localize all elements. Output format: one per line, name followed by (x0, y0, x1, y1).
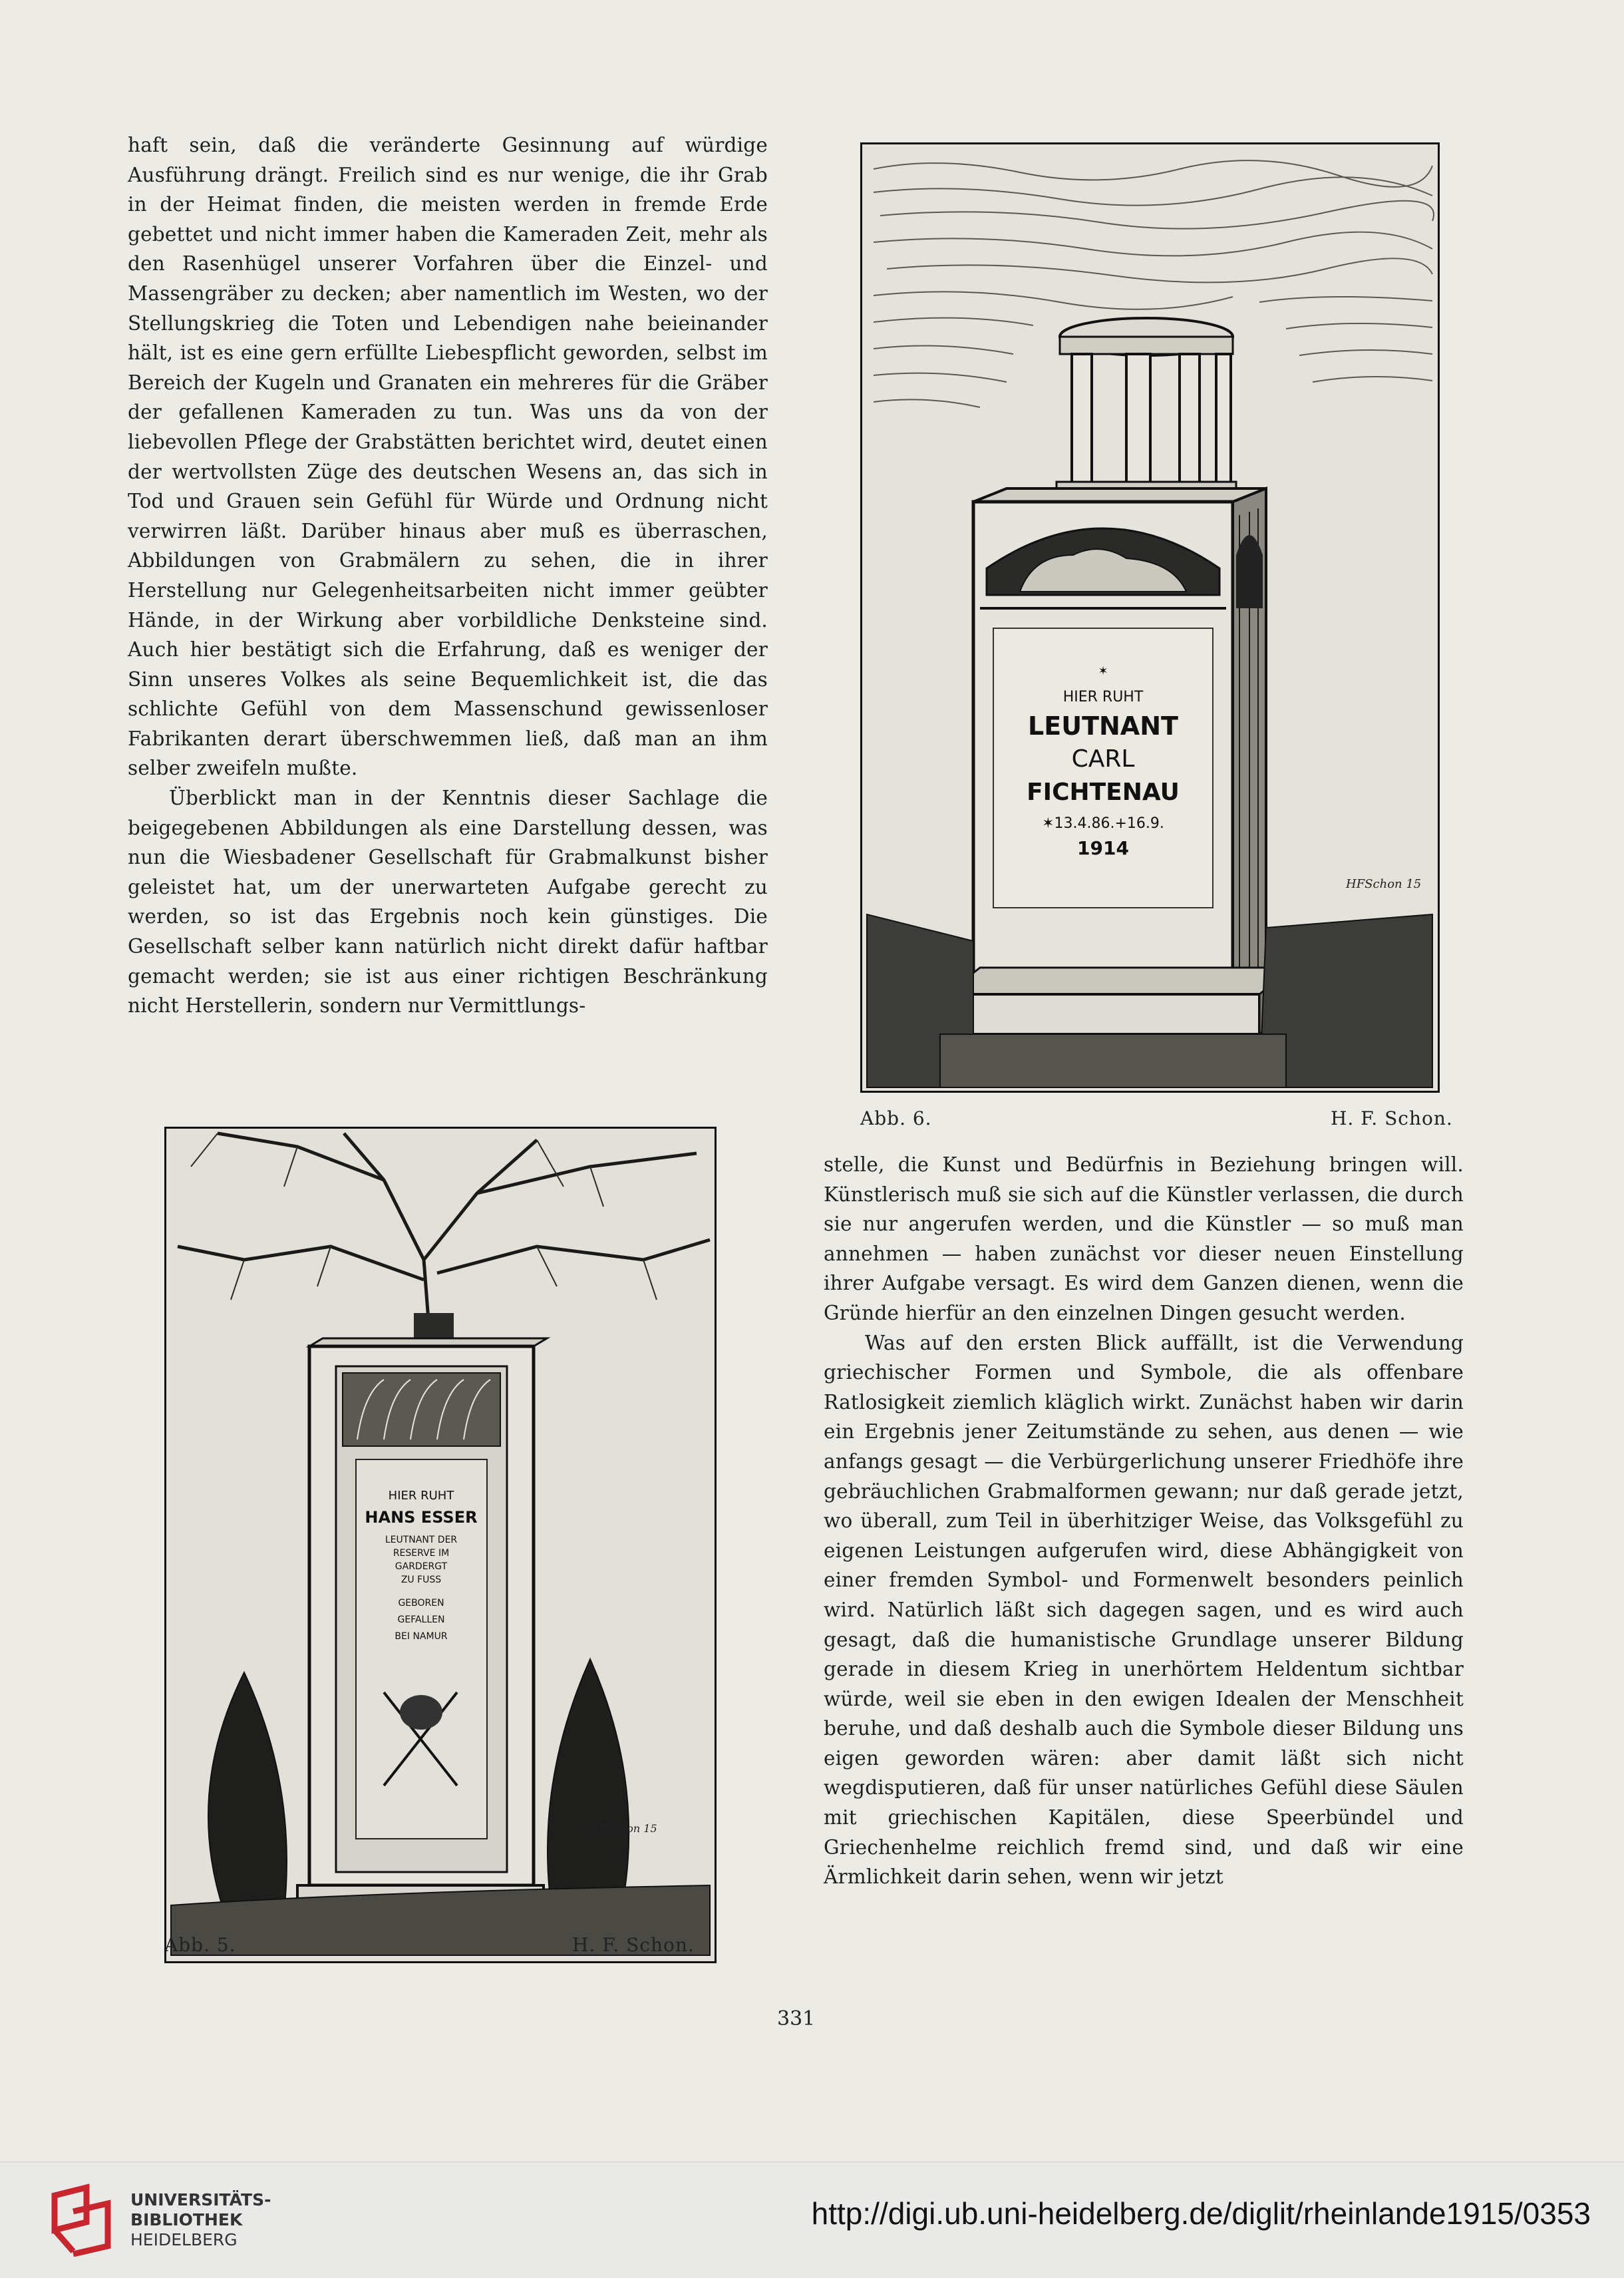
inscription-line: HIER RUHT (1062, 689, 1144, 705)
artist-signature: HFSchon 15 (590, 1822, 657, 1835)
paragraph: haft sein, daß die veränderte Gesinnung auf würdige Ausführung drängt. Freilich sind es nur wenige, die ihr Grab in der Heimat finden, die meisten werden in fremde Erde gebettet und nicht immer haben die Kameraden Zeit, mehr als den Rasenhügel unserer Vorfahren über die Einzel- und Massengräber zu decken; aber namentlich im Westen, wo der Stellungskrieg die Toten und Lebendigen nahe beieinander hält, ist es eine gern erfüllte Liebespflicht geworden, selbst im Bereich der Kugeln und Granaten ein mehreres für die Gräber der gefallenen Kameraden zu tun. Was uns da von der liebevollen Pflege der Grabstätten berichtet wird, deutet einen der wertvollsten Züge des deutschen Wesens an, das sich in Tod und Grauen sein Gefühl für Würde und Ordnung nicht verwirren läßt. Darüber hinaus aber muß es überraschen, Abbildungen von Grabmälern zu sehen, die in ihrer Herstellung nur Gelegenheitsarbeiten nicht immer geübter Hände, in der Wirkung aber vorbildliche Denksteine sind. Auch hier bestätigt sich die Erfahrung, daß es weniger der Sinn unseres Volkes als seine Bequemlichkeit ist, die das schlichte Gefühl von dem Massenschund gewissenloser Fabrikanten derart überschwemmen ließ, daß man an ihm selber zweifeln mußte. (128, 134, 768, 780)
paragraph: stelle, die Kunst und Bedürfnis in Beziehung bringen will. Künstlerisch muß sie sich auf die Künstler verlassen, die durch sie nur angerufen werden, und die Künstler — so muß man annehmen — haben zunächst vor dieser neuen Einstellung ihrer Aufgabe versagt. Es wird dem Ganzen dienen, wenn die Gründe hierfür an den einzelnen Dingen gesucht werden. (824, 1153, 1464, 1324)
gravestone-esser-drawing (164, 1127, 717, 1963)
figure-caption-label: Abb. 5. (164, 1934, 236, 1956)
paragraph: Überblickt man in der Kenntnis dieser Sachlage die beigegebenen Abbildungen als eine Darstellung dessen, was nun die Wiesbadener Gesellschaft für Grabmalkunst bisher geleistet hat, um der unerwarteten Aufgabe gerecht zu werden, so ist das Ergebnis noch kein günstiges. Die Gesellschaft selber kann natürlich nicht direkt dafür haftbar gemacht werden; sie ist aus einer richtigen Beschränkung nicht Herstellerin, sondern nur Vermittlungs- (128, 787, 768, 1018)
gravestone-fichtenau-drawing (860, 142, 1440, 1093)
logo-line: BIBLIOTHEK (130, 2210, 243, 2229)
inscription-line: CARL (1071, 745, 1135, 773)
inscription-line: ZU FUSS (401, 1575, 442, 1585)
right-text-column (824, 1150, 1464, 1892)
figure-caption-label: Abb. 6. (860, 1107, 932, 1129)
inscription-line: RESERVE IM (393, 1548, 450, 1559)
paragraph: Was auf den ersten Blick auffällt, ist die Verwendung griechischer Formen und Symbole, die als offenbare Ratlosigkeit ziemlich kläglich wirkt. Zunächst haben wir darin ein Ergebnis jener Zeitumstände zu sehen, aus denen — wie anfangs gesagt — die Verbürgerlichung unserer Friedhöfe ihre gebräuchlichen Grabmalformen gewann; nur daß gerade jetzt, wo überall, zum Teil in überhitziger Weise, das Volksgefühl zu eigenen Leistungen aufgerufen wird, diese Abhängigkeit von einer fremden Symbol- und Formenwelt besonders peinlich wird. Natürlich läßt sich dagegen sagen, und es wird auch gesagt, daß die humanistische Grundlage unserer Bildung gerade in diesem Krieg in unerhörtem Heldentum sichtbar würde, weil sie eben in den ewigen Idealen der Menschheit beruhe, und daß deshalb auch die Symbole dieser Bildung uns eigen geworden wären: aber damit läßt sich nicht wegdisputieren, daß für unser natürliches Gefühl diese Säulen mit griechischen Kapitälen, diese Speerbündel und Griechenhelme reichlich fremd sind, und daß wir eine Ärmlichkeit darin sehen, wenn wir jetzt (824, 1331, 1464, 1889)
permalink-url[interactable]: http://digi.ub.uni-heidelberg.de/diglit/rheinlande1915/0353 (811, 2196, 1591, 2231)
university-library-logo-icon[interactable] (47, 2182, 120, 2257)
inscription-line: GEFALLEN (397, 1614, 445, 1625)
left-text-column (128, 130, 768, 1021)
university-library-name[interactable] (130, 2190, 271, 2250)
inscription-line: LEUTNANT (1028, 711, 1178, 741)
inscription-line: GEBOREN (398, 1598, 444, 1609)
inscription-line: LEUTNANT DER (385, 1535, 458, 1545)
inscription-line: HANS ESSER (365, 1508, 478, 1527)
inscription-line: FICHTENAU (1027, 779, 1180, 806)
inscription-line: GARDERGT (395, 1561, 448, 1572)
logo-line: UNIVERSITÄTS- (130, 2190, 271, 2209)
page-number: 331 (777, 2007, 816, 2030)
figure-caption-artist: H. F. Schon. (1331, 1107, 1453, 1129)
figure-abb-6 (860, 142, 1440, 1093)
inscription-line: 1914 (1077, 837, 1129, 859)
inscription-line: HIER RUHT (388, 1489, 454, 1503)
inscription-line: ✶13.4.86.+16.9. (1042, 815, 1164, 832)
figure-caption-artist: H. F. Schon. (572, 1934, 695, 1956)
logo-line: HEIDELBERG (130, 2230, 238, 2249)
svg-text:✶: ✶ (1098, 664, 1108, 678)
inscription-line: BEI NAMUR (395, 1631, 448, 1642)
figure-abb-5 (164, 1127, 717, 1963)
artist-signature: HFSchon 15 (1346, 877, 1422, 891)
digitization-footer (0, 2162, 1624, 2278)
